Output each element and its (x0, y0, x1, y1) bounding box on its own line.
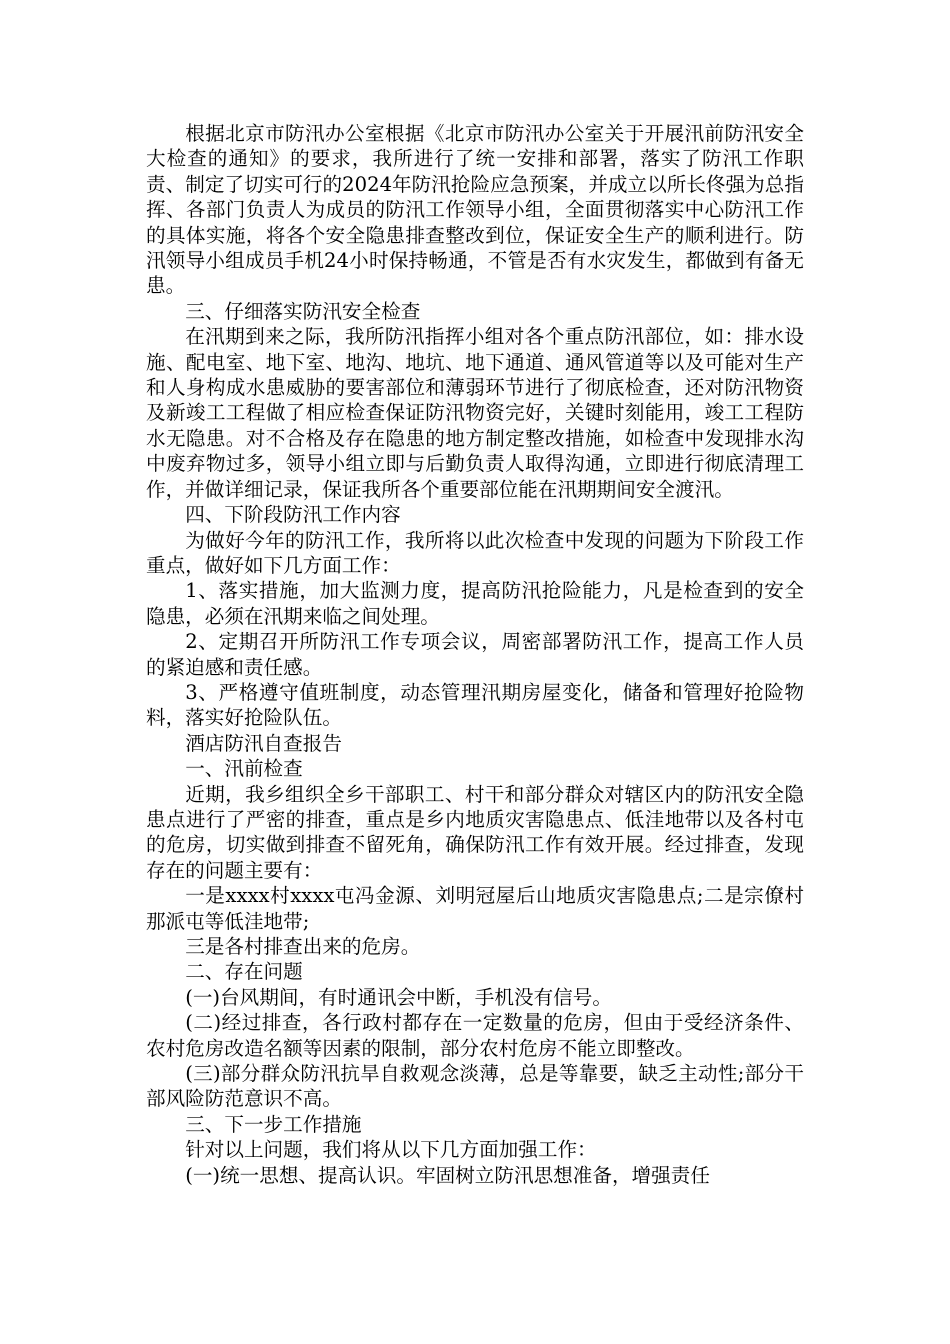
problem-item-2: (二)经过排查，各行政村都存在一定数量的危房，但由于受经济条件、农村危房改造名额等因素的限制，部分农村危房不能立即整改。 (146, 1011, 804, 1060)
paragraph-recent-check: 近期，我乡组织全乡干部职工、村干和部分群众对辖区内的防汛安全隐患点进行了严密的排查，重点是乡内地质灾害隐患点、低洼地带以及各村屯的危房，切实做到排查不留死角，确保防汛工作有效开展。经过排查，发现存在的问题主要有： (146, 782, 804, 882)
report-title: 酒店防汛自查报告 (185, 731, 342, 755)
list-item-1: 1、落实措施，加大监测力度，提高防汛抢险能力，凡是检查到的安全隐患，必须在汛期来临之间处理。 (146, 579, 804, 628)
paragraph-inspection: 在汛期到来之际，我所防汛指挥小组对各个重点防汛部位，如：排水设施、配电室、地下室、地沟、地坑、地下通道、通风管道等以及可能对生产和人身构成水患威胁的要害部位和薄弱环节进行了彻底检查，还对防汛物资及新竣工工程做了相应检查保证防汛物资完好，关键时刻能用，竣工工程防水无隐患。对不合格及存在隐患的地方制定整改措施，如检查中发现排水沟中废弃物过多，领导小组立即与后勤负责人取得沟通，立即进行彻底清理工作，并做详细记录，保证我所各个重要部位能在汛期期间安全渡汛。 (146, 325, 804, 501)
measure-item-1: (一)统一思想、提高认识。牢固树立防汛思想准备，增强责任 (185, 1163, 710, 1187)
heading-next-measures: 三、下一步工作措施 (185, 1112, 362, 1136)
document-body (146, 121, 804, 1188)
heading-existing-problems: 二、存在问题 (185, 960, 303, 984)
heading-section-3: 三、仔细落实防汛安全检查 (185, 299, 421, 323)
list-item-2: 2、定期召开所防汛工作专项会议，周密部署防汛工作，提高工作人员的紧迫感和责任感。 (146, 630, 804, 679)
heading-pre-flood-check: 一、汛前检查 (185, 757, 303, 781)
problem-item-3: (三)部分群众防汛抗旱自救观念淡薄，总是等靠要，缺乏主动性;部分干部风险防范意识不高。 (146, 1062, 804, 1111)
paragraph-problem-3: 三是各村排查出来的危房。 (185, 935, 421, 958)
heading-section-4: 四、下阶段防汛工作内容 (185, 503, 401, 527)
paragraph-problem-1-2: 一是xxxx村xxxx屯冯金源、刘明冠屋后山地质灾害隐患点;二是宗僚村那派屯等低洼地带; (146, 884, 804, 933)
paragraph-next-stage: 为做好今年的防汛工作，我所将以此次检查中发现的问题为下阶段工作重点，做好如下几方面工作： (146, 528, 804, 577)
paragraph-measures-intro: 针对以上问题，我们将从以下几方面加强工作： (185, 1138, 597, 1162)
problem-item-1: (一)台风期间，有时通讯会中断，手机没有信号。 (185, 985, 612, 1009)
paragraph-intro: 根据北京市防汛办公室根据《北京市防汛办公室关于开展汛前防汛安全大检查的通知》的要求，我所进行了统一安排和部署，落实了防汛工作职责、制定了切实可行的2024年防汛抢险应急预案，并成立以所长佟强为总指挥、各部门负责人为成员的防汛工作领导小组，全面贯彻落实中心防汛工作的具体实施，将各个安全隐患排查整改到位，保证安全生产的顺利进行。防汛领导小组成员手机24小时保持畅通，不管是否有水灾发生，都做到有备无患。 (146, 122, 804, 298)
list-item-3: 3、严格遵守值班制度，动态管理汛期房屋变化，储备和管理好抢险物料，落实好抢险队伍。 (146, 680, 804, 730)
